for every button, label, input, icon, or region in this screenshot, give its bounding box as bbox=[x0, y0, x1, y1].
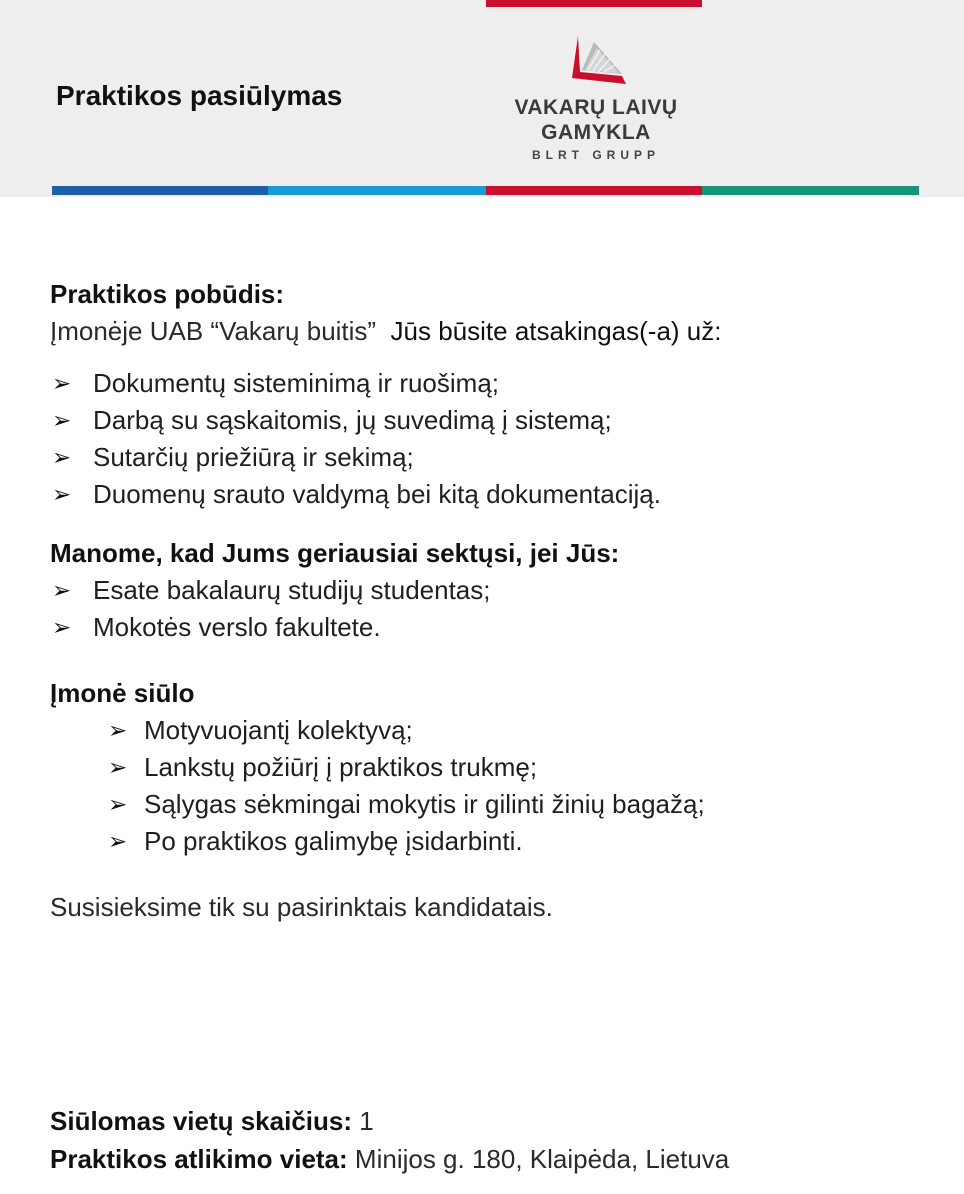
list-item: ➢ Lankstų požiūrį į praktikos trukmę; bbox=[50, 749, 940, 786]
arrow-bullet-icon: ➢ bbox=[52, 614, 72, 640]
list-item: ➢ Sąlygas sėkmingai mokytis ir gilinti žinių bagažą; bbox=[50, 786, 940, 823]
header-band bbox=[0, 0, 964, 197]
arrow-bullet-icon: ➢ bbox=[52, 577, 72, 603]
section-heading-requirements: Manome, kad Jums geriausiai sektųsi, jei Jūs: bbox=[50, 538, 620, 568]
section-heading-offers: Įmonė siūlo bbox=[50, 678, 195, 708]
intro-company: Įmonėje UAB “Vakarų buitis” bbox=[50, 316, 377, 346]
places-row bbox=[50, 1102, 729, 1140]
arrow-bullet-icon: ➢ bbox=[52, 370, 72, 396]
arrow-bullet-icon: ➢ bbox=[52, 407, 72, 433]
list-item: ➢ Mokotės verslo fakultete. bbox=[50, 609, 940, 646]
stripe-light-blue bbox=[268, 186, 486, 195]
list-item: ➢ Sutarčių priežiūrą ir sekimą; bbox=[50, 439, 940, 476]
logo-subtitle: BLRT GRUPP bbox=[532, 148, 660, 162]
places-value: 1 bbox=[359, 1106, 374, 1136]
intro-text bbox=[50, 313, 940, 350]
responsibilities-list bbox=[50, 365, 940, 513]
arrow-bullet-icon: ➢ bbox=[108, 754, 128, 780]
ship-sail-icon bbox=[558, 30, 634, 90]
arrow-bullet-icon: ➢ bbox=[52, 444, 72, 470]
list-item: ➢ Po praktikos galimybę įsidarbinti. bbox=[50, 823, 940, 860]
location-label: Praktikos atlikimo vieta: bbox=[50, 1144, 348, 1174]
offers-list bbox=[50, 712, 940, 860]
list-item: ➢ Esate bakalaurų studijų studentas; bbox=[50, 572, 940, 609]
location-value: Minijos g. 180, Klaipėda, Lietuva bbox=[354, 1144, 730, 1174]
requirements-list bbox=[50, 572, 940, 646]
places-label: Siūlomas vietų skaičius: bbox=[50, 1106, 353, 1136]
stripe-green bbox=[702, 186, 919, 195]
logo-text-line1: VAKARŲ LAIVŲ bbox=[514, 96, 678, 119]
footer-details bbox=[50, 1102, 729, 1178]
list-item: ➢ Duomenų srauto valdymą bei kitą dokumentaciją. bbox=[50, 476, 940, 513]
arrow-bullet-icon: ➢ bbox=[108, 717, 128, 743]
list-item: ➢ Motyvuojantį kolektyvą; bbox=[50, 712, 940, 749]
list-item: ➢ Darbą su sąskaitomis, jų suvedimą į sistemą; bbox=[50, 402, 940, 439]
logo-text-line2: GAMYKLA bbox=[541, 121, 651, 144]
top-red-accent bbox=[486, 0, 702, 7]
company-logo bbox=[508, 30, 684, 170]
arrow-bullet-icon: ➢ bbox=[108, 828, 128, 854]
arrow-bullet-icon: ➢ bbox=[52, 481, 72, 507]
intro-rest: Jūs būsite atsakingas(-a) už: bbox=[390, 316, 722, 346]
offer-content bbox=[50, 276, 940, 926]
closing-note: Susisieksime tik su pasirinktais kandidatais. bbox=[50, 892, 553, 922]
section-heading-nature: Praktikos pobūdis: bbox=[50, 279, 285, 309]
arrow-bullet-icon: ➢ bbox=[108, 791, 128, 817]
stripe-red bbox=[486, 186, 702, 195]
location-row bbox=[50, 1140, 729, 1178]
stripe-dark-blue bbox=[52, 186, 268, 195]
list-item: ➢ Dokumentų sisteminimą ir ruošimą; bbox=[50, 365, 940, 402]
page-title: Praktikos pasiūlymas bbox=[56, 80, 343, 111]
